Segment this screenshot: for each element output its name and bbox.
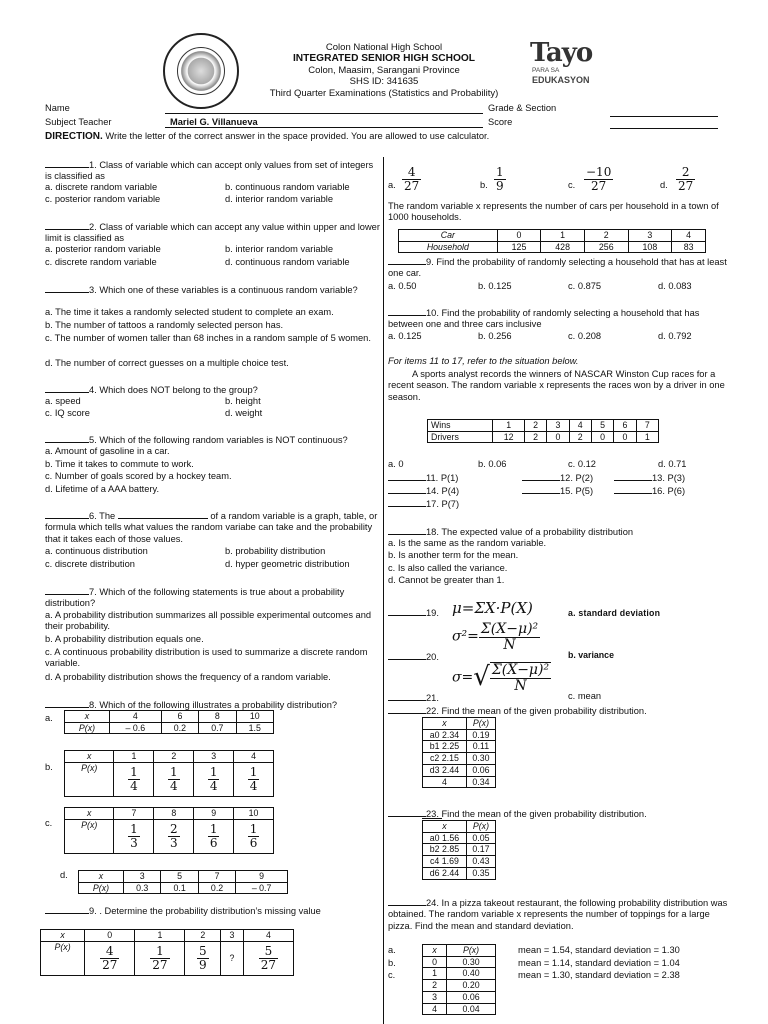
option: d. 0.71	[658, 459, 687, 469]
item-11: 11. P(1)	[388, 471, 458, 484]
q8-table-d: x 3 5 7 9 P(x) 0.3 0.1 0.2 – 0.7	[78, 870, 288, 894]
question-2: 2. Class of variable which can accept any value within upper and lower limit is classified as	[45, 222, 380, 244]
q9-options: a. $\frac{4}{27}$ b. $\frac{1}{9}$ c. $\frac{-10}{27}$ d. $\frac{2}{27}$	[388, 165, 694, 193]
option: mean = 1.30, standard deviation = 2.38	[518, 970, 680, 980]
option-label: a.	[45, 713, 53, 723]
formula-mean: μ=ΣX·P(X)	[452, 599, 533, 617]
option: d. A probability distribution shows the frequency of a random variable.	[45, 672, 331, 682]
answer-blank[interactable]	[45, 904, 89, 914]
question-9: 9. . Determine the probability distribution’s missing value	[45, 904, 380, 917]
option: c. The number of women taller than 68 inches in a random sample of 5 women.	[45, 333, 371, 343]
option: c. A continuous probability distribution is used to summarize a discrete random variable.	[45, 647, 368, 669]
answer-blank[interactable]	[45, 283, 89, 293]
grade-label: Grade & Section	[488, 103, 557, 113]
answer-blank[interactable]	[388, 807, 426, 817]
option: c. Is also called the variance.	[388, 563, 508, 573]
divider	[422, 818, 442, 819]
q8-table-c: x 7 8 9 10 P(x) $\frac{1}{3}$ $\frac{2}{3}$ $\frac{1}{6}$ $\frac{1}{6}$	[64, 807, 274, 854]
option: a. 0.50	[388, 281, 417, 291]
option: c. discrete random variable	[45, 257, 157, 267]
option: a. Amount of gasoline in a car.	[45, 446, 170, 456]
item-17: 17. P(7)	[388, 497, 459, 510]
question-23: 23. Find the mean of the given probability distribution.	[388, 807, 728, 820]
option: c. 0.875	[568, 281, 602, 291]
q8-table-a: x 4 6 8 10 P(x) – 0.6 0.2 0.7 1.5	[64, 710, 274, 734]
answer-blank[interactable]	[388, 606, 426, 616]
answer-blank[interactable]	[388, 650, 426, 660]
answer-blank[interactable]	[614, 484, 652, 494]
option: a. The time it takes a randomly selected student to complete an exam.	[45, 307, 334, 317]
teacher-line	[165, 127, 483, 128]
option: a. speed	[45, 396, 81, 406]
column-divider	[383, 157, 384, 1024]
option-label: b.	[388, 958, 396, 968]
question-10: 10. Find the probability of randomly selecting a household that has between one and three cars inclusive	[388, 308, 700, 330]
option: d. continuous random variable	[225, 257, 350, 267]
direction: DIRECTION. Write the letter of the correct answer in the space provided. You are allowed to use calculator.	[45, 131, 490, 142]
option: a. 0.125	[388, 331, 422, 341]
score-label: Score	[488, 117, 513, 127]
wins-table: Wins 1 2 3 4 5 6 7 Drivers 12 2 0 2 0 0 1	[427, 419, 659, 443]
question-18: 18. The expected value of a probability distribution	[388, 525, 728, 538]
option: c. mean	[568, 691, 602, 701]
item-16: 16. P(6)	[614, 484, 685, 497]
option: mean = 1.54, standard deviation = 1.30	[518, 945, 680, 955]
answer-blank[interactable]	[45, 433, 89, 443]
option: b. Is another term for the mean.	[388, 550, 519, 560]
tayo-logo: Tayo PARA SA EDUKASYON	[530, 38, 593, 85]
answer-blank[interactable]	[45, 220, 89, 230]
q24-table: x P(x) 0 0.30 1 0.40 2 0.20 3 0.06 4 0.04	[422, 944, 496, 1015]
item-13: 13. P(3)	[614, 471, 685, 484]
option-label: a.	[388, 945, 396, 955]
question-3: 3. Which one of these variables is a continuous random variable?	[45, 283, 380, 296]
option-label: b.	[45, 762, 53, 772]
answer-blank[interactable]	[522, 484, 560, 494]
option: b. 0.06	[478, 459, 507, 469]
answer-blank[interactable]	[388, 525, 426, 535]
q23-table: x P(x) a0 1.56 0.05 b2 2.85 0.17 c4 1.69 0.43 d6 2.44 0.35	[422, 820, 496, 880]
option: b. continuous random variable	[225, 182, 350, 192]
option: c. 0.208	[568, 331, 602, 341]
answer-blank[interactable]	[614, 471, 652, 481]
situation-text: A sports analyst records the winners of NASCAR Winston Cup races for a recent season. The random variable x represents the races won by a driver in one season.	[388, 369, 725, 402]
option: d. Lifetime of a AAA battery.	[45, 484, 160, 494]
question-4: 4. Which does NOT belong to the group?	[45, 383, 380, 396]
option: a. 0	[388, 459, 404, 469]
answer-blank[interactable]	[388, 471, 426, 481]
option: c. IQ score	[45, 408, 90, 418]
answer-blank[interactable]	[45, 585, 89, 595]
option-label: d.	[60, 870, 68, 880]
option: d. The number of correct guesses on a multiple choice test.	[45, 358, 289, 368]
item-12: 12. P(2)	[522, 471, 593, 484]
fill-blank[interactable]	[118, 509, 208, 519]
question-1: 1. Class of variable which can accept only values from set of integers is classified as	[45, 160, 374, 182]
teacher-label: Subject Teacher	[45, 117, 112, 127]
question-7: 7. Which of the following statements is true about a probability distribution?	[45, 587, 345, 609]
answer-blank[interactable]	[45, 158, 89, 168]
option-label: c.	[388, 970, 396, 980]
option: a. Is the same as the random variable.	[388, 538, 547, 548]
answer-blank[interactable]	[388, 306, 426, 316]
question-20: 20.	[388, 650, 439, 663]
question-21: 21.	[388, 691, 439, 704]
question-19: 19.	[388, 606, 439, 619]
answer-blank[interactable]	[388, 255, 426, 265]
option: a. discrete random variable	[45, 182, 158, 192]
option: d. interior random variable	[225, 194, 333, 204]
teacher-name: Mariel G. Villanueva	[170, 117, 258, 127]
option: c. Number of goals scored by a hockey team.	[45, 471, 232, 481]
school-address: Colon, Maasim, Sarangani Province	[308, 65, 460, 77]
q8-table-b: x 1 2 3 4 P(x) $\frac{1}{4}$ $\frac{1}{4}$ $\frac{1}{4}$ $\frac{1}{4}$	[64, 750, 274, 797]
question-8: 8. Which of the following illustrates a probability distribution?	[45, 698, 380, 711]
option: b. 0.256	[478, 331, 512, 341]
name-label: Name	[45, 103, 70, 113]
answer-blank[interactable]	[45, 698, 89, 708]
q22-table: x P(x) a0 2.34 0.19 b1 2.25 0.11 c2 2.15 0.30 d3 2.44 0.06 4 0.34	[422, 717, 496, 788]
answer-blank[interactable]	[388, 484, 426, 494]
option: b. height	[225, 396, 261, 406]
option: d. 0.083	[658, 281, 692, 291]
option: b. variance	[568, 650, 614, 660]
option: a. posterior random variable	[45, 244, 161, 254]
formula-variance: σ²= $\frac{\text{Σ(X−μ)²}}{N}$	[452, 621, 539, 653]
option: mean = 1.14, standard deviation = 1.04	[518, 958, 680, 968]
option: c. discrete distribution	[45, 559, 135, 569]
option: d. Cannot be greater than 1.	[388, 575, 505, 585]
shs-id: SHS ID: 341635	[349, 76, 419, 88]
school-name: Colon National High School	[325, 42, 443, 53]
grade-line[interactable]	[610, 116, 718, 117]
exam-title: Third Quarter Examinations (Statistics and Probability)	[269, 87, 499, 99]
name-line[interactable]	[165, 113, 483, 114]
answer-blank[interactable]	[388, 896, 426, 906]
q9-table: x 0 1 2 3 4 P(x) $\frac{4}{27}$ $\frac{1}{27}$ $\frac{5}{9}$ ? $\frac{5}{27}$	[40, 929, 294, 976]
option: b. The number of tattoos a randomly selected person has.	[45, 320, 284, 330]
score-line[interactable]	[610, 128, 718, 129]
cars-table: Car 0 1 2 3 4 Household 125 428 256 108 83	[398, 229, 706, 253]
option: a. standard deviation	[568, 608, 661, 618]
formula-stdev: σ=√ $\frac{\text{Σ(X−μ)²}}{N}$	[452, 662, 550, 694]
shs-name: INTEGRATED SENIOR HIGH SCHOOL	[292, 53, 476, 65]
option: b. Time it takes to commute to work.	[45, 459, 194, 469]
option: b. 0.125	[478, 281, 512, 291]
option: b. interior random variable	[225, 244, 333, 254]
answer-blank[interactable]	[388, 704, 426, 714]
answer-blank[interactable]	[45, 383, 89, 393]
option: d. hyper geometric distribution	[225, 559, 350, 569]
item-14: 14. P(4)	[388, 484, 459, 497]
option: d. weight	[225, 408, 263, 418]
question-22: 22. Find the mean of the given probability distribution.	[388, 704, 728, 717]
item-15: 15. P(5)	[522, 484, 593, 497]
option: a. A probability distribution summarizes all possible experimental outcomes and their probability.	[45, 610, 372, 632]
cars-intro: The random variable x represents the number of cars per household in a town of 1000 households.	[388, 201, 719, 223]
option: a. continuous distribution	[45, 546, 148, 556]
answer-blank[interactable]	[388, 691, 426, 701]
answer-blank[interactable]	[522, 471, 560, 481]
option: b. A probability distribution equals one.	[45, 634, 204, 644]
option: d. 0.792	[658, 331, 692, 341]
question-6: 6. The of a random variable is a graph, table, or formula which tells what values the random variabe can take and the probability that it takes each of those values.	[45, 511, 378, 544]
answer-blank[interactable]	[45, 509, 89, 519]
question-24: 24. In a pizza takeout restaurant, the following probability distribution was obtained. The random variable x represents the number of toppings for a large pizza. Find the mean and standard deviation.	[388, 898, 728, 931]
option: c. 0.12	[568, 459, 596, 469]
option-label: c.	[45, 818, 53, 828]
question-9b: 9. Find the probability of randomly selecting a household that has at least one car.	[388, 257, 727, 279]
situation-title: For items 11 to 17, refer to the situation below.	[388, 356, 579, 366]
exam-header	[210, 42, 558, 99]
answer-blank[interactable]	[388, 497, 426, 507]
option: c. posterior random variable	[45, 194, 161, 204]
option: b. probability distribution	[225, 546, 326, 556]
question-5: 5. Which of the following random variables is NOT continuous?	[45, 433, 380, 446]
